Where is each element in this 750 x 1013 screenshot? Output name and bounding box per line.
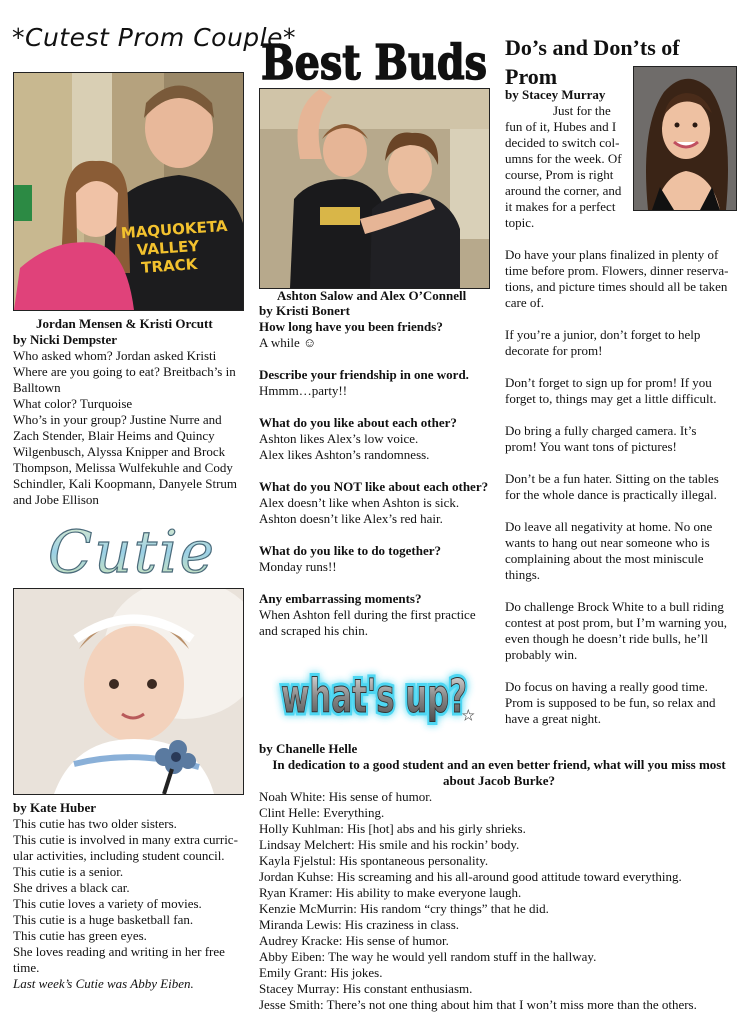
answer-item: Kayla Fjelstul: His spontaneous personality. [259, 853, 489, 868]
cutie-photo [13, 588, 244, 795]
dos-line: Do challenge Brock White to a bull riding [505, 599, 724, 614]
cutie-last-week: Last week’s Cutie was Abby Eiben. [13, 976, 194, 991]
qa-item [259, 415, 491, 463]
cutest-couple-heading: *Cutest Prom Couple* [12, 23, 296, 52]
dos-heading: Do’s and Don’ts of Prom [505, 35, 680, 89]
dos-line: care of. [505, 295, 544, 310]
cutie-line: She drives a black car. [13, 880, 130, 895]
qa-answer: When Ashton fell during the first practice [259, 607, 476, 622]
dos-paragraphs [505, 247, 740, 743]
qa-answer: Hmmm…party!! [259, 383, 348, 398]
answer-item: Stacey Murray: His constant enthusiasm. [259, 981, 473, 996]
couple-line: Wilgenbusch, Alyssa Knipper and Brock [13, 444, 226, 459]
dos-line: Prom is supposed to be fun, so relax and [505, 695, 716, 710]
dos-line: time before prom. Flowers, dinner reserva- [505, 263, 729, 278]
dos-line: Do have your plans finalized in plenty of [505, 247, 719, 262]
cutie-byline: by Kate Huber [13, 800, 97, 815]
dos-line: prom! You want tons of pictures! [505, 439, 677, 454]
dos-paragraph [505, 423, 740, 455]
dos-line: If you’re a junior, don’t forget to help [505, 327, 701, 342]
whats-up-glow: what's up? [281, 669, 467, 723]
cutie-line: This cutie is a senior. [13, 864, 124, 879]
buds-photo-image [260, 89, 489, 288]
couple-line: Balltown [13, 380, 61, 395]
dos-paragraph [505, 327, 740, 359]
buds-interview [259, 319, 491, 655]
buds-byline: by Kristi Bonert [259, 303, 350, 318]
dos-line: tions, and picture times should all be taken [505, 279, 728, 294]
intro-line: decided to switch col- [505, 135, 620, 150]
dos-line: forget to, things may get a little difficult. [505, 391, 717, 406]
qa-question: Describe your friendship in one word. [259, 367, 469, 382]
cutie-line: This cutie is a huge basketball fan. [13, 912, 194, 927]
dos-line: Don’t be a fun hater. Sitting on the tables [505, 471, 719, 486]
star-icon: ★ [462, 708, 475, 724]
qa-answer: Ashton likes Alex’s low voice. [259, 431, 419, 446]
intro-line: umns for the week. Of [505, 151, 622, 166]
couple-byline: by Nicki Dempster [13, 332, 117, 347]
cutie-heading-graphic [22, 518, 242, 584]
dos-line: have a great night. [505, 711, 602, 726]
dos-paragraph [505, 247, 740, 311]
qa-question: What do you NOT like about each other? [259, 479, 489, 494]
intro-line: fun of it, Hubes and I [505, 119, 617, 134]
qa-question: What do you like to do together? [259, 543, 441, 558]
dos-byline: by Stacey Murray [505, 87, 606, 102]
whats-up-byline: by Chanelle Helle [259, 741, 358, 756]
couple-line: Thompson, Melissa Wulfekuhle and Cody [13, 460, 233, 475]
couple-line: Schindler, Kali Koopmann, Danyele Strum [13, 476, 238, 491]
cutie-line: She loves reading and writing in her free [13, 944, 225, 959]
qa-question: What do you like about each other? [259, 415, 457, 430]
dos-line: Don’t forget to sign up for prom! If you [505, 375, 712, 390]
cutie-clues [13, 816, 248, 992]
cutie-line: time. [13, 960, 40, 975]
dos-paragraph [505, 679, 740, 727]
cutie-line: ular activities, including student council. [13, 848, 225, 863]
author-photo-image [634, 67, 736, 210]
dos-intro [505, 103, 630, 231]
cutie-line: This cutie is involved in many extra curric- [13, 832, 238, 847]
dos-paragraph [505, 375, 740, 407]
answer-item: Clint Helle: Everything. [259, 805, 385, 820]
couple-line: What color? Turquoise [13, 396, 133, 411]
qa-question: How long have you been friends? [259, 319, 443, 334]
qa-answer: Monday runs!! [259, 559, 337, 574]
whats-up-heading: what's up? [281, 669, 467, 723]
intro-line: Just for the [553, 103, 611, 118]
best-buds-heading: Best Buds [261, 35, 487, 88]
whats-up-heading-graphic [272, 662, 482, 734]
cutie-line: This cutie loves a variety of movies. [13, 896, 202, 911]
question-line: In dedication to a good student and an even better friend, what will you miss most [272, 757, 726, 772]
answer-item: Ryan Kramer: His ability to make everyone laugh. [259, 885, 522, 900]
answer-item: Holly Kuhlman: His [hot] abs and his girly shrieks. [259, 821, 526, 836]
question-line: about Jacob Burke? [443, 773, 555, 788]
dos-line: Do bring a fully charged camera. It’s [505, 423, 697, 438]
cutie-line: This cutie has two older sisters. [13, 816, 177, 831]
couple-interview [13, 348, 248, 508]
cutie-heading: Cutie [48, 518, 216, 584]
answer-item: Jordan Kuhse: His screaming and his all-around good attitude toward everything. [259, 869, 682, 884]
author-photo [633, 66, 737, 211]
whats-up-question [259, 757, 739, 789]
answer-item: Noah White: His sense of humor. [259, 789, 433, 804]
qa-item [259, 479, 491, 527]
qa-item [259, 367, 491, 399]
dos-line: things. [505, 567, 541, 582]
best-buds-heading-graphic [258, 34, 490, 88]
dos-line: for the whole dance is practically illegal. [505, 487, 717, 502]
cutie-line: This cutie has green eyes. [13, 928, 147, 943]
couple-caption: Jordan Mensen & Kristi Orcutt [36, 316, 213, 331]
intro-line: it makes for a perfect [505, 199, 616, 214]
dos-paragraph [505, 471, 740, 503]
dos-line: even though he doesn’t ride bulls, he’ll [505, 631, 709, 646]
answer-item: Emily Grant: His jokes. [259, 965, 383, 980]
couple-photo [13, 72, 244, 311]
intro-line: around the corner, and [505, 183, 622, 198]
intro-line: topic. [505, 215, 535, 230]
couple-line: Who asked whom? Jordan asked Kristi [13, 348, 217, 363]
answer-item: Abby Eiben: The way he would yell random stuff in the hallway. [259, 949, 597, 964]
couple-line: Zach Stender, Blair Heims and Quincy [13, 428, 215, 443]
buds-photo [259, 88, 490, 289]
answer-item: Audrey Kracke: His sense of humor. [259, 933, 449, 948]
dos-line: contest at post prom, but I’m warning you, [505, 615, 728, 630]
couple-line: and Jobe Ellison [13, 492, 99, 507]
answer-item: Lindsay Melchert: His smile and his rockin’ body. [259, 837, 520, 852]
dos-line: probably win. [505, 647, 578, 662]
cutie-photo-image [14, 589, 243, 794]
dos-paragraph [505, 519, 740, 583]
qa-answer: Alex doesn’t like when Ashton is sick. [259, 495, 460, 510]
qa-answer: Ashton doesn’t like Alex’s red hair. [259, 511, 443, 526]
dos-line: Do leave all negativity at home. No one [505, 519, 713, 534]
qa-answer: Alex likes Ashton’s randomness. [259, 447, 430, 462]
answer-item: Jesse Smith: There’s not one thing about him that I won’t miss more than the others. [259, 997, 697, 1012]
dos-line: Do focus on having a really good time. [505, 679, 708, 694]
qa-item [259, 319, 491, 351]
answer-item: Kenzie McMurrin: His random “cry things” that he did. [259, 901, 549, 916]
couple-line: Who’s in your group? Justine Nurre and [13, 412, 222, 427]
dos-line: decorate for prom! [505, 343, 603, 358]
dos-line: complaining about the most miniscule [505, 551, 704, 566]
qa-item [259, 591, 491, 639]
qa-answer: and scraped his chin. [259, 623, 369, 638]
dos-paragraph [505, 599, 740, 663]
answer-item: Miranda Lewis: His craziness in class. [259, 917, 460, 932]
qa-item [259, 543, 491, 575]
couple-line: Where are you going to eat? Breitbach’s in [13, 364, 236, 379]
dos-line: wants to hang out near someone who is [505, 535, 710, 550]
couple-shirt-text: MAQUOKETA VALLEY TRACK [120, 216, 228, 277]
intro-line: course, Prom is right [505, 167, 614, 182]
qa-answer: A while ☺ [259, 335, 317, 350]
qa-question: Any embarrassing moments? [259, 591, 422, 606]
whats-up-answers [259, 789, 739, 1013]
buds-caption: Ashton Salow and Alex O’Connell [277, 288, 467, 303]
